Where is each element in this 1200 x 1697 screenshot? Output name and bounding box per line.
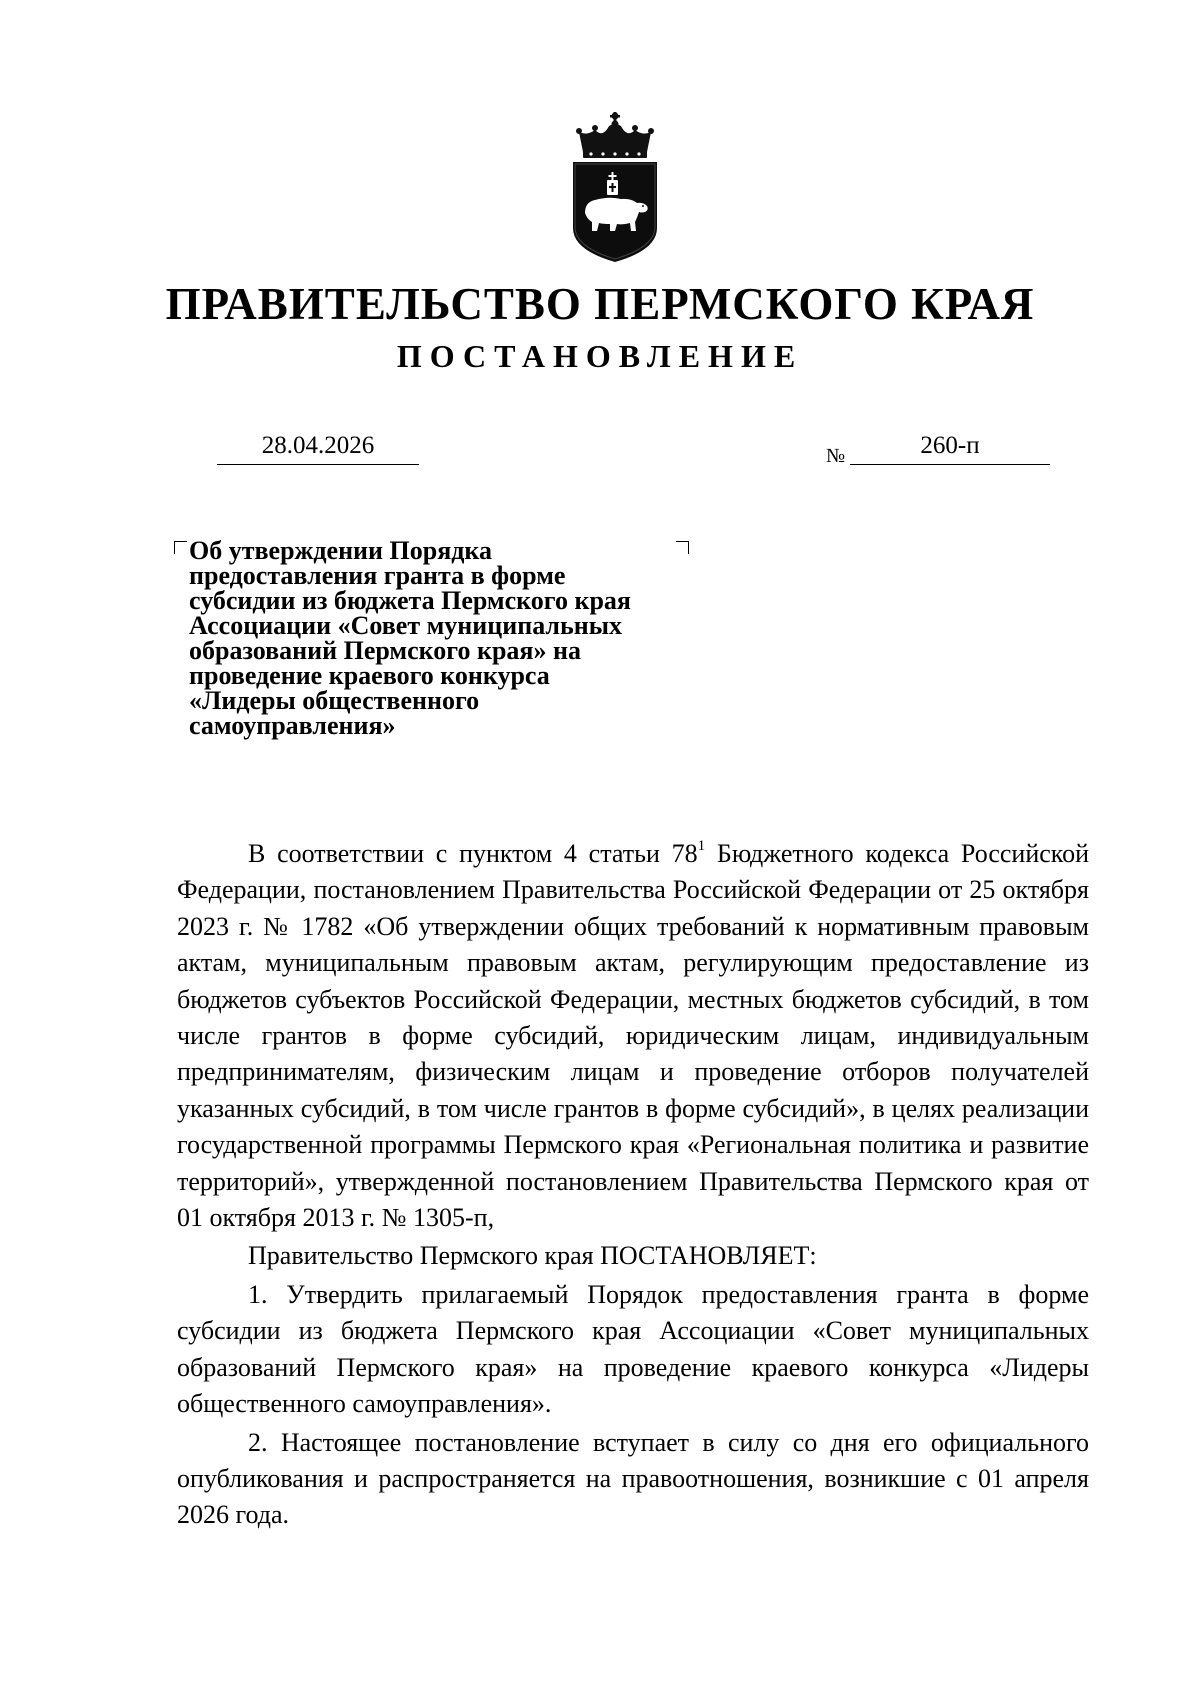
document-type-title: ПОСТАНОВЛЕНИЕ bbox=[396, 338, 804, 374]
subject-corner-left bbox=[174, 541, 187, 554]
subject-corner-right bbox=[676, 541, 689, 554]
document-date: 28.04.2026 bbox=[217, 428, 419, 465]
preamble-start: В соответствии с пунктом 4 статьи 78 bbox=[248, 839, 698, 868]
document-subject: Об утверждении Порядка предоставления гранта в форме субсидии из бюджета Пермского края Ассоциации «Совет муниципальных образований Пермского края» на проведение краевого конкурса «Лидеры общественного самоуправления» bbox=[189, 536, 631, 740]
organization-title: ПРАВИТЕЛЬСТВО ПЕРМСКОГО КРАЯ bbox=[165, 279, 1035, 329]
preamble-rest: Бюджетного кодекса Российской Федерации, постановлением Правительства Российской Федерации от 25 октября 2023 г. № 1782 «Об утверждении общих требований к нормативным правовым актам, муниципальным правовым актам, регулирующим предоставление из бюджетов субъектов Российской Федерации, местных бюджетов субсидий, в том числе грантов в форме субсидий, юридическим лицам, индивидуальным предпринимателям, физическим лицам и проведение отборов получателей указанных субсидий, в том числе грантов в форме субсидий», в целях реализации государственной программы Пермского края «Региональная политика и развитие территорий», утвержденной постановлением Правительства Пермского края от 01 октября 2013 г. № 1305-п, bbox=[177, 839, 1090, 1233]
coat-of-arms-icon bbox=[565, 110, 665, 265]
article-superscript: 1 bbox=[697, 838, 706, 854]
item-2-paragraph: 2. Настоящее постановление вступает в силу со дня его официального опубликования и распространяется на правоотношения, возникшие с 01 апреля 2026 года. bbox=[177, 1427, 1089, 1530]
number-label: № bbox=[826, 445, 846, 467]
resolves-paragraph: Правительство Пермского края ПОСТАНОВЛЯЕТ: bbox=[248, 1241, 817, 1271]
document-body bbox=[177, 836, 1089, 1536]
document-number: 260-п bbox=[850, 428, 1050, 465]
item-1-paragraph: 1. Утвердить прилагаемый Порядок предоставления гранта в форме субсидии из бюджета Пермского края Ассоциации «Совет муниципальных образований Пермского края» на проведение краевого конкурса «Лидеры общественного самоуправления». bbox=[177, 1279, 1089, 1419]
preamble-paragraph bbox=[177, 836, 1089, 1236]
